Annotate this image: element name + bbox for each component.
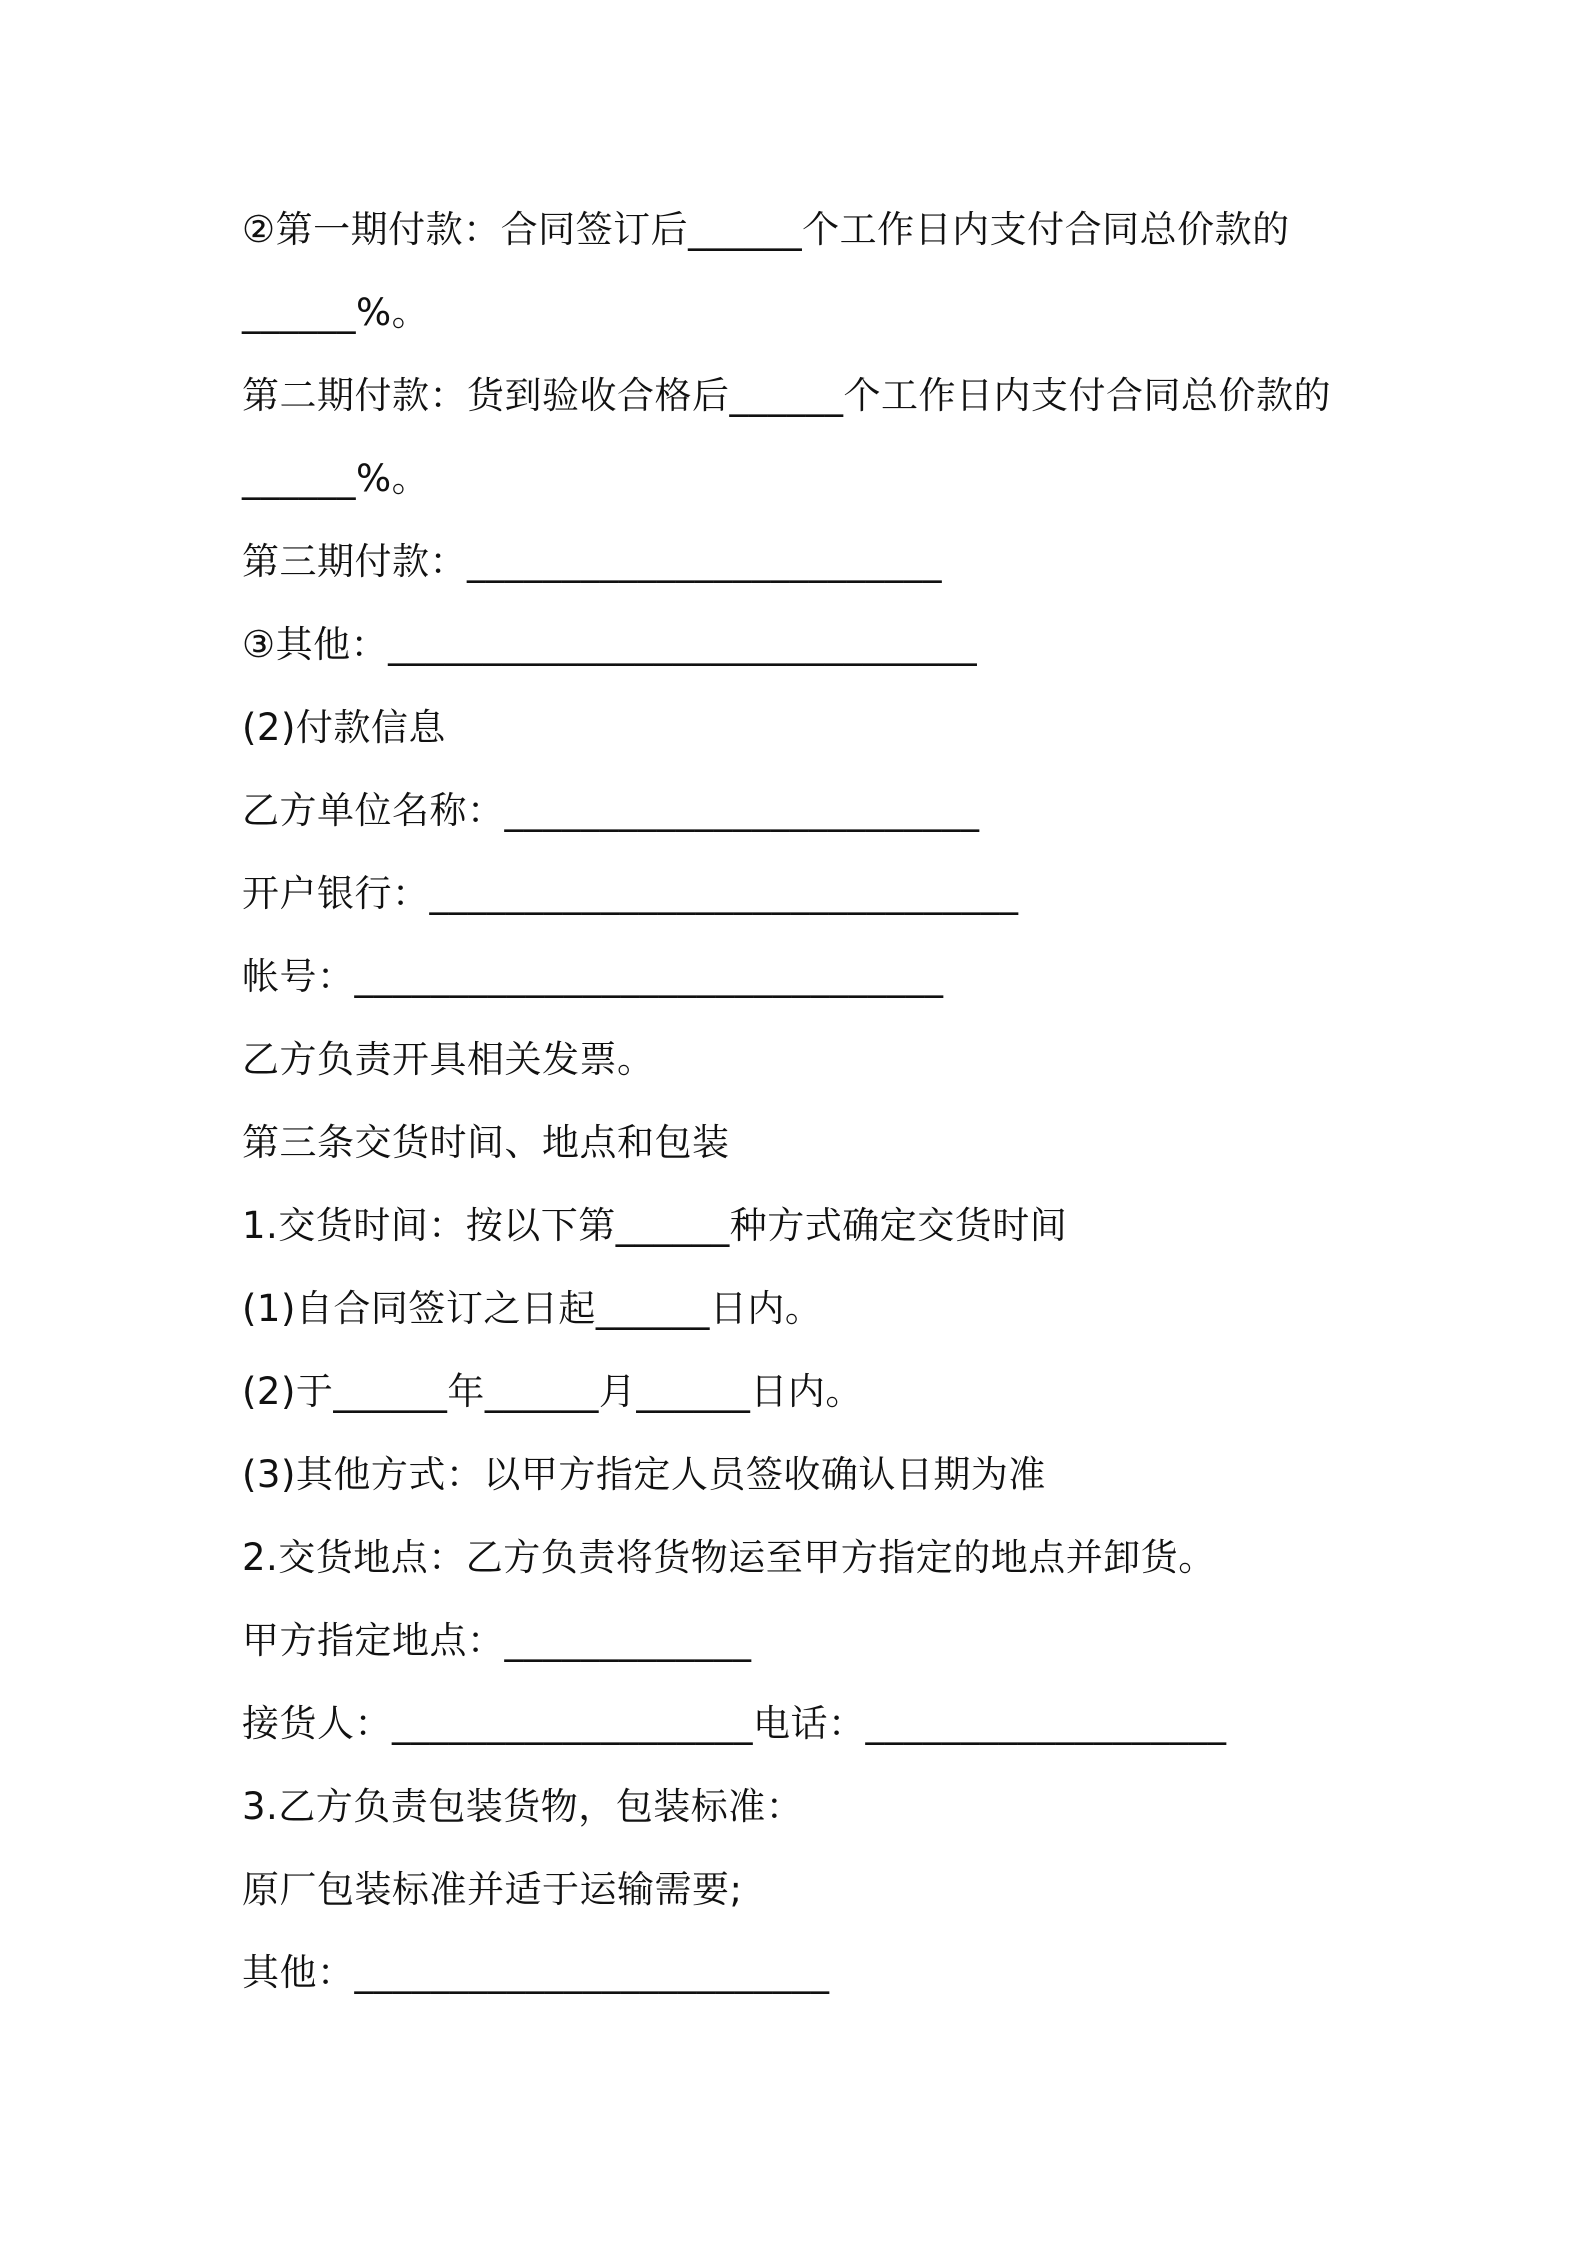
packaging-responsibility: 3.乙方负责包装货物，包装标准： — [242, 1785, 804, 1828]
delivery-option-1: (1)自合同签订之日起______日内。 — [242, 1287, 823, 1330]
delivery-time: 1.交货时间：按以下第______种方式确定交货时间 — [242, 1204, 1068, 1247]
payment-first-installment-line1: ②第一期付款：合同签订后______个工作日内支付合同总价款的 — [242, 208, 1290, 251]
account-number: 帐号：_______________________________ — [242, 955, 944, 998]
party-a-designated-location: 甲方指定地点：_____________ — [242, 1619, 752, 1662]
delivery-option-3: (3)其他方式：以甲方指定人员签收确认日期为准 — [242, 1453, 1046, 1496]
delivery-option-2: (2)于______年______月______日内。 — [242, 1370, 863, 1413]
payment-third-installment: 第三期付款：_________________________ — [242, 540, 942, 583]
receiver-and-phone: 接货人：___________________电话：___________________ — [242, 1702, 1227, 1745]
packaging-other: 其他：_________________________ — [242, 1951, 830, 1994]
payment-first-installment-line2: ______%。 — [242, 291, 430, 334]
party-b-unit-name: 乙方单位名称：_________________________ — [242, 789, 980, 832]
packaging-standard: 原厂包装标准并适于运输需要; — [242, 1868, 743, 1911]
bank-name: 开户银行：_______________________________ — [242, 872, 1019, 915]
payment-second-installment-line1: 第二期付款：货到验收合格后______个工作日内支付合同总价款的 — [242, 374, 1331, 417]
payment-second-installment-line2: ______%。 — [242, 457, 430, 500]
payment-other: ③其他：_______________________________ — [242, 623, 978, 666]
payment-info-heading: (2)付款信息 — [242, 706, 446, 749]
article-three-heading: 第三条交货时间、地点和包装 — [242, 1121, 730, 1164]
delivery-location: 2.交货地点：乙方负责将货物运至甲方指定的地点并卸货。 — [242, 1536, 1216, 1579]
invoice-note: 乙方负责开具相关发票。 — [242, 1038, 655, 1081]
